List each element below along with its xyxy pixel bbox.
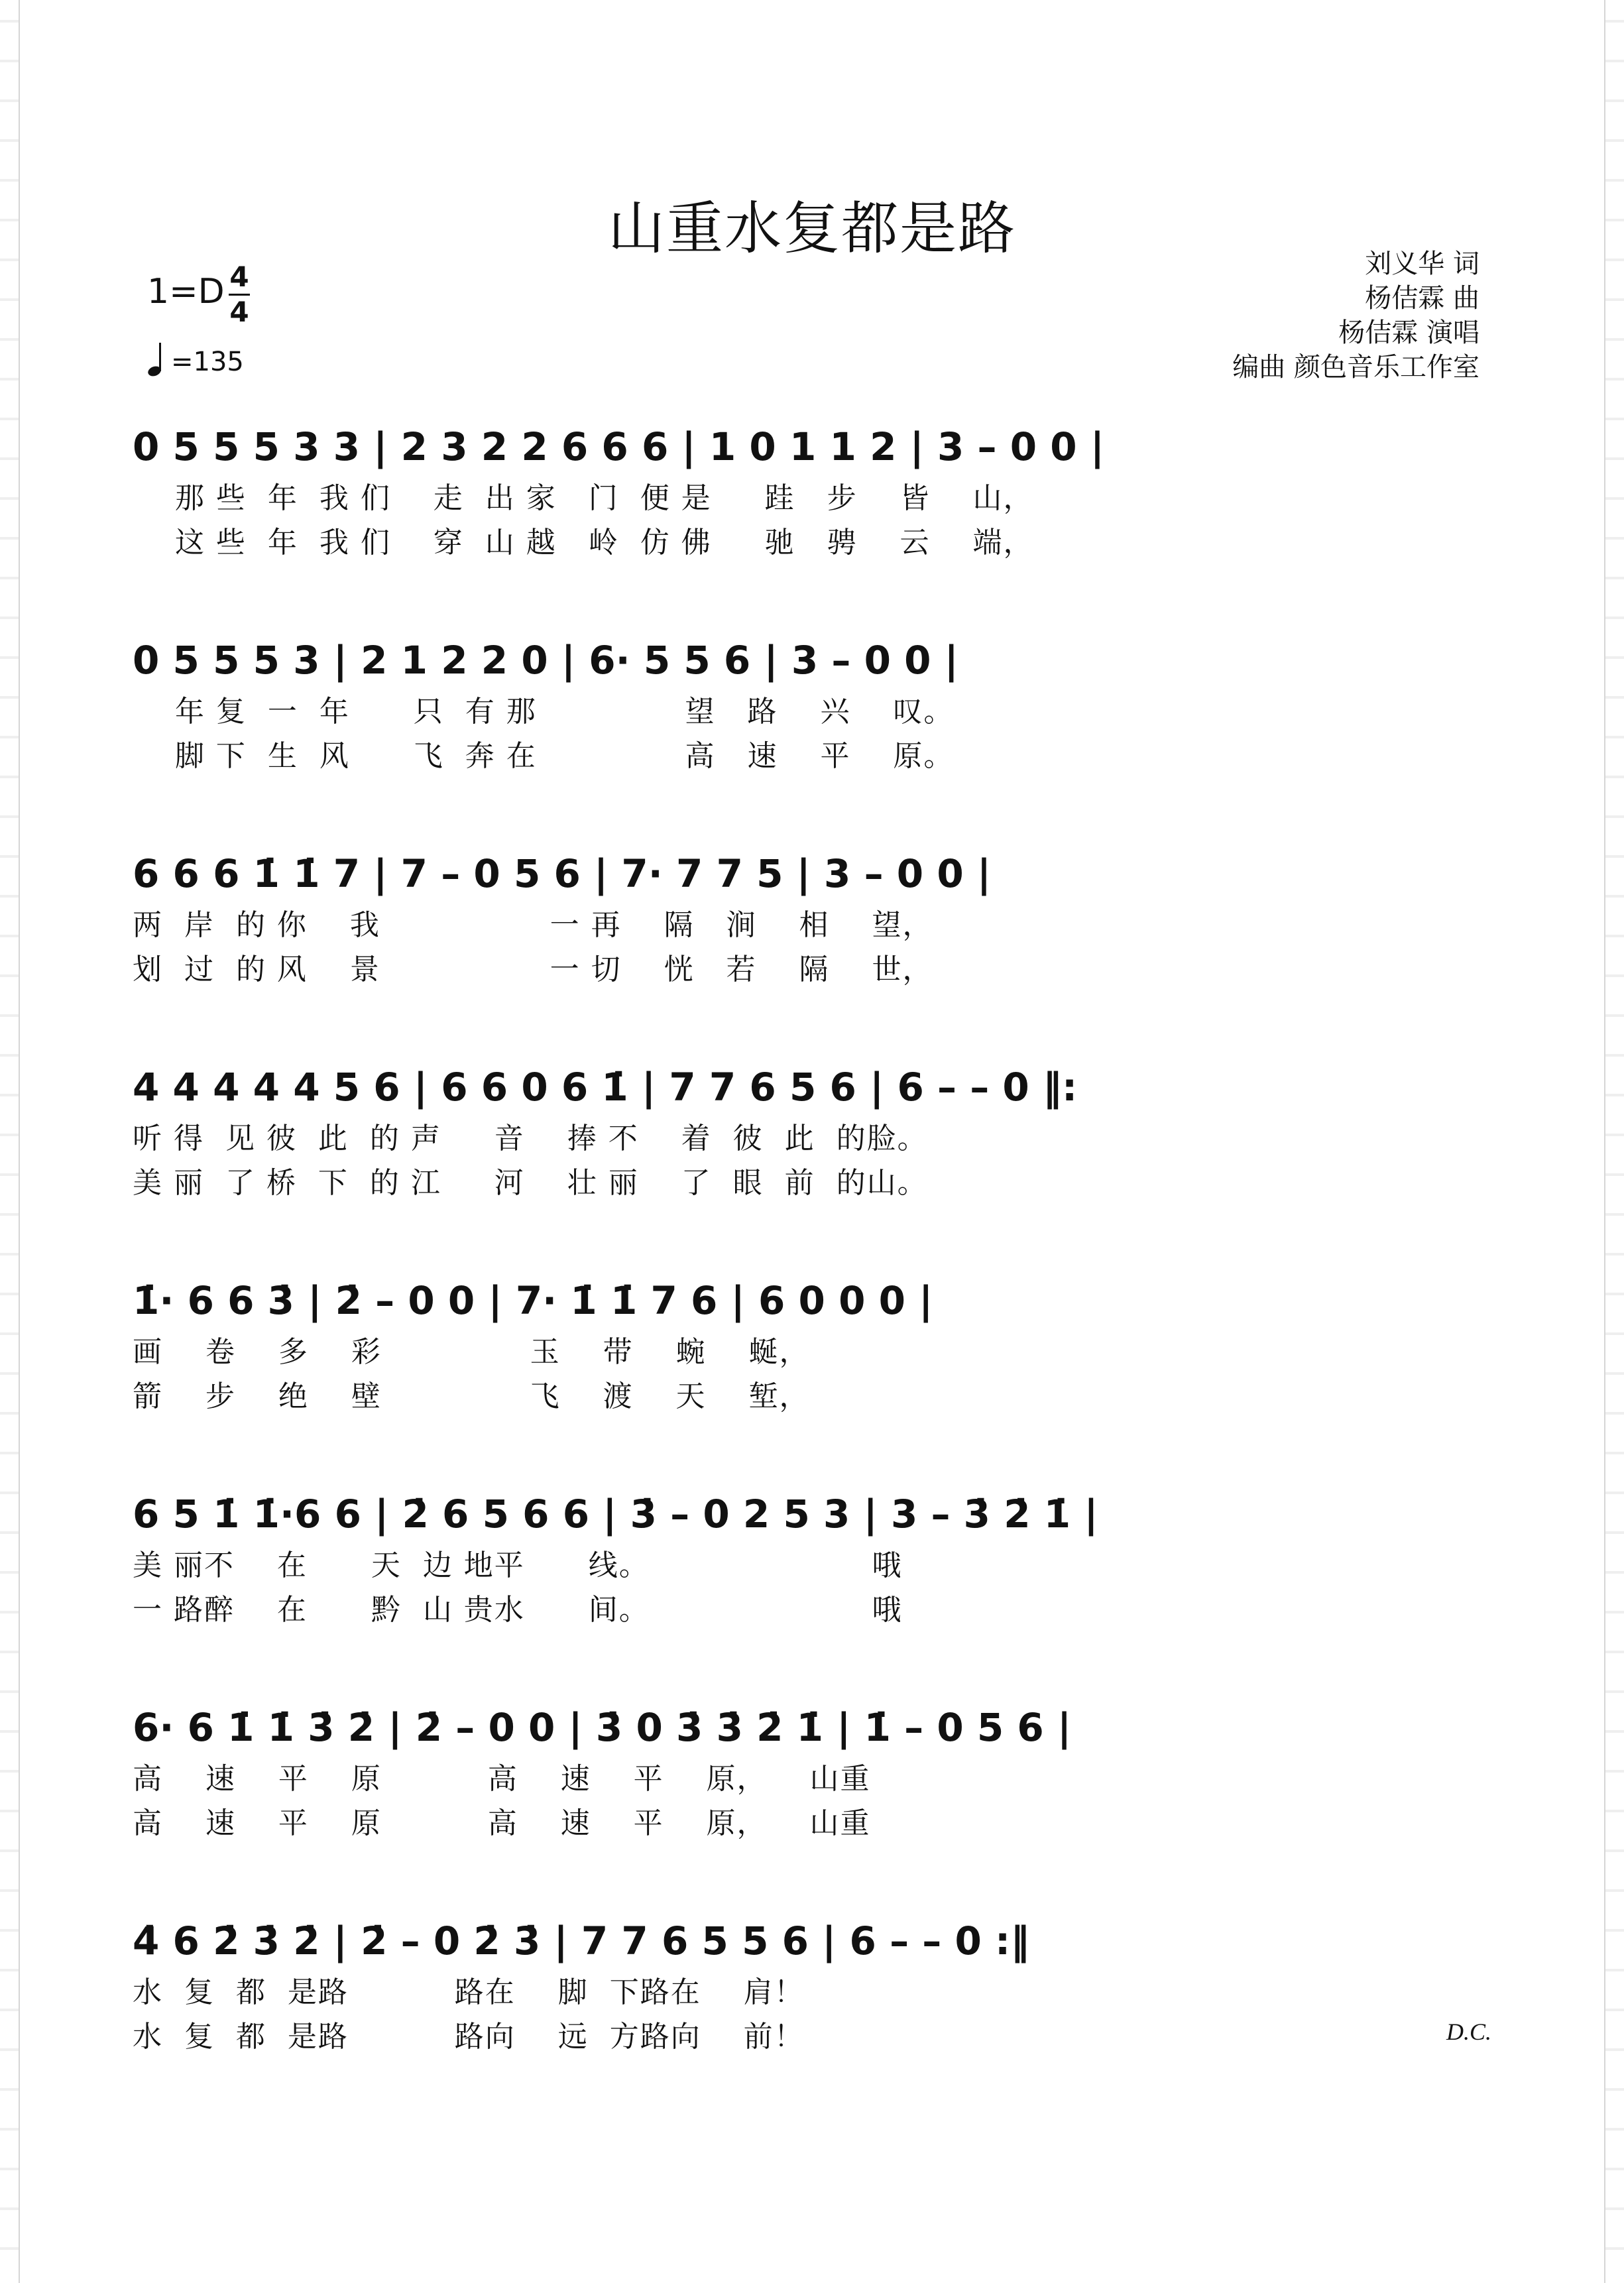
credit-singer: 杨佶霖 演唱 [1338, 318, 1479, 348]
lyrics-verse-1: 画 卷 多 彩 玉 带 蜿 蜒， [133, 1335, 810, 1369]
tempo-value: =135 [171, 347, 244, 377]
lyrics-verse-2: 一 路醉 在 黔 山 贵水 间。 哦 [133, 1593, 903, 1627]
notation-text: 4 4 4 4 4 5 6 | 6 6 0 6 1̇ | 7 7 6 5 6 | 6 – – 0 ‖: [133, 1065, 1078, 1110]
notation-line [133, 838, 1491, 911]
notation-line [133, 1692, 1491, 1765]
lyrics-verse-1: 高 速 平 原 高 速 平 原， 山重 [133, 1762, 871, 1796]
left-watermark-strip [0, 0, 20, 2283]
right-watermark-strip [1604, 0, 1624, 2283]
notation-text: 6 5 1̇ 1̇·6 6 | 2̇ 6 5 6 6 | 3̇ – 0 2 5 3 | 3 – 3̇ 2̇ 1̇ | [133, 1492, 1098, 1537]
notation-text: 1̇· 6 6 3̇ | 2̇ – 0 0 | 7· 1̇ 1̇ 7 6 | 6 0 0 0 | [133, 1278, 933, 1323]
credit-arranger: 编曲 颜色音乐工作室 [1232, 352, 1479, 382]
lyrics-verse-1: 听 得 见 彼 此 的 声 音 捧 不 着 彼 此 的脸。 [133, 1122, 928, 1155]
notation-line [133, 411, 1491, 484]
notation-line [133, 1905, 1491, 1978]
song-title: 山重水复都是路 [608, 196, 1016, 262]
lyrics-verse-2: 水 复 都 是路 路向 远 方路向 前！ [133, 2020, 805, 2054]
credits [1232, 247, 1479, 384]
lyrics-verse-1: 美 丽不 在 天 边 地平 线。 哦 [133, 1549, 903, 1582]
notation-line [133, 1478, 1491, 1551]
lyrics-verse-2: 这 些 年 我 们 穿 山 越 岭 仿 佛 驰 骋 云 端， [133, 526, 1034, 559]
time-signature-bottom: 4 [229, 296, 249, 328]
lyrics-verse-2: 高 速 平 原 高 速 平 原， 山重 [133, 1806, 871, 1840]
notation-line [133, 624, 1491, 697]
key-signature: 1=D [147, 272, 225, 312]
lyrics-verse-1: 水 复 都 是路 路在 脚 下路在 肩！ [133, 1975, 805, 2009]
credit-lyricist: 刘义华 词 [1365, 249, 1479, 279]
lyrics-verse-1: 那 些 年 我 们 走 出 家 门 便 是 跬 步 皆 山， [133, 481, 1034, 515]
quarter-note-icon [147, 341, 167, 377]
lyrics-verse-2: 划 过 的 风 景 一 切 恍 若 隔 世， [133, 953, 933, 986]
notation-text: 6· 6 1̇ 1̇ 3̇ 2̇ | 2̇ – 0 0 | 3̇ 0 3̇ 3̇ 2̇ 1̇ | 1̇ – 0 5 6 | [133, 1705, 1072, 1750]
time-signature-top: 4 [229, 261, 249, 293]
lyrics-verse-2: 脚 下 生 风 飞 奔 在 高 速 平 原。 [133, 739, 955, 773]
lyrics-verse-2: 箭 步 绝 壁 飞 渡 天 堑， [133, 1379, 810, 1413]
time-signature [229, 262, 250, 327]
credit-composer: 杨佶霖 曲 [1365, 283, 1479, 314]
notation-text: 6 6 6 1̇ 1̇ 7 | 7 – 0 5 6 | 7· 7 7 5 | 3 – 0 0 | [133, 851, 992, 896]
notation-line [133, 1051, 1491, 1124]
notation-line [133, 1265, 1491, 1338]
lyrics-verse-1: 年 复 一 年 只 有 那 望 路 兴 叹。 [133, 695, 955, 729]
lyrics-verse-1: 两 岸 的 你 我 一 再 隔 涧 相 望， [133, 908, 933, 942]
tempo-marking [147, 341, 244, 377]
da-capo-mark: D.C. [1446, 2019, 1491, 2045]
notation-text: 0 5 5 5 3 | 2 1 2 2 0 | 6· 5 5 6 | 3 – 0 0 | [133, 638, 958, 683]
notation-text: 0 5 5 5 3 3 | 2 3 2 2 6 6 6 | 1 0 1 1 2 | 3 – 0 0 | [133, 424, 1105, 469]
lyrics-verse-2: 美 丽 了 桥 下 的 江 河 壮 丽 了 眼 前 的山。 [133, 1166, 928, 1200]
notation-text: 4̇ 6 2̇ 3̇ 2̇ | 2̇ – 0 2̇ 3̇ | 7 7 6 5 5 6 | 6 – – 0 :‖ [133, 1918, 1030, 1963]
